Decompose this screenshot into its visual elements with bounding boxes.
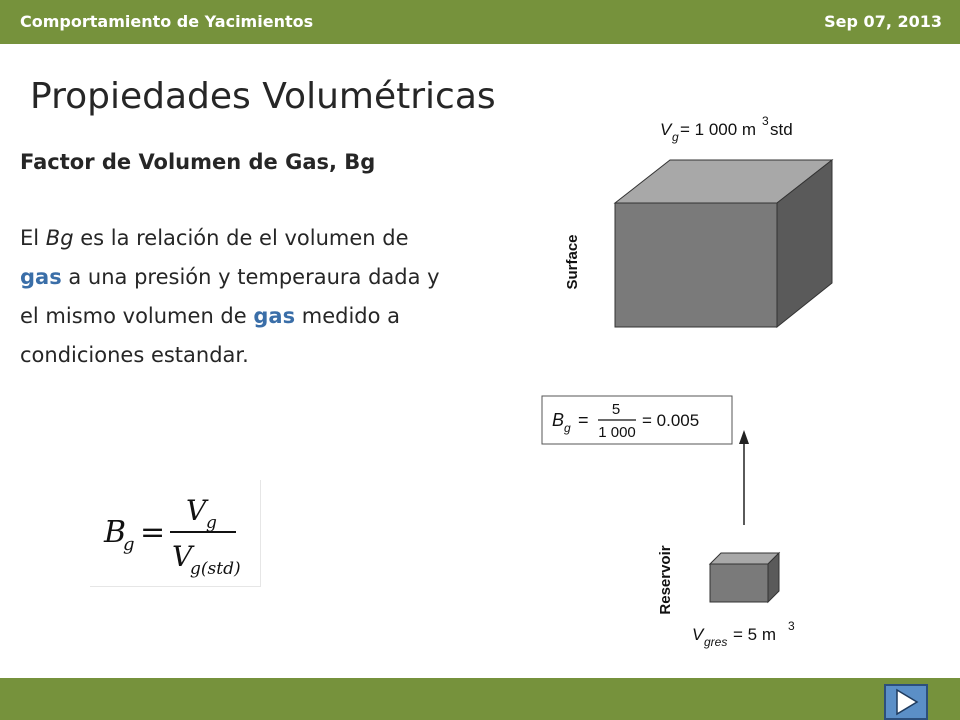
body-bg-term: Bg — [45, 226, 74, 250]
body-text-1: El — [20, 226, 46, 250]
gas-volume-diagram — [540, 110, 840, 670]
vg-top-sub: g — [672, 130, 679, 144]
vgres-sub: gres — [704, 635, 728, 649]
bg-box-lhs: B — [552, 410, 565, 430]
bg-box-equals: = — [578, 410, 589, 430]
body-text-3: a una presión y temperaura dada y el mismo volumen de — [20, 265, 440, 328]
vg-top-value: = 1 000 m — [680, 120, 757, 139]
body-text-2: es la relación de el volumen de — [73, 226, 409, 250]
reservoir-label: Reservoir — [657, 545, 674, 615]
bg-box-den: 1 000 — [598, 424, 636, 441]
footer-bar — [0, 678, 960, 720]
vg-top-sup: 3 — [762, 114, 769, 128]
vg-top-unit: std — [770, 120, 793, 139]
vgres-value: = 5 m — [733, 625, 776, 644]
up-arrow-icon — [739, 430, 749, 525]
body-gas-1: gas — [20, 265, 62, 289]
bg-formula — [90, 480, 261, 587]
vg-top-label: V — [660, 120, 672, 139]
body-gas-2: gas — [253, 304, 296, 328]
formula-lhs: B — [104, 515, 127, 550]
slide-title: Propiedades Volumétricas — [30, 76, 496, 117]
formula-den-sub: g(std) — [190, 559, 241, 579]
formula-num: V — [186, 494, 207, 527]
bg-box-lhs-sub: g — [564, 421, 571, 435]
bg-box-num: 5 — [611, 401, 621, 418]
formula-equals: = — [140, 515, 166, 550]
formula-num-sub: g — [206, 513, 217, 533]
formula-lhs-sub: g — [123, 534, 135, 555]
vgres-sup: 3 — [788, 619, 795, 633]
slide-date: Sep 07, 2013 — [824, 12, 942, 31]
body-text-4: medido a condiciones estandar. — [20, 304, 401, 367]
vgres-label: V — [692, 625, 704, 644]
body-paragraph — [20, 219, 440, 375]
surface-label: Surface — [564, 234, 581, 290]
formula-den: V — [172, 540, 193, 573]
surface-cube — [615, 160, 832, 327]
bg-result-box — [542, 396, 732, 444]
next-slide-button[interactable] — [884, 684, 928, 720]
slide-subtitle: Factor de Volumen de Gas, Bg — [20, 150, 376, 174]
bg-box-result: = 0.005 — [642, 411, 700, 430]
reservoir-cube — [710, 553, 779, 602]
next-arrow-icon — [886, 686, 926, 718]
header-bar — [0, 0, 960, 44]
course-title: Comportamiento de Yacimientos — [20, 12, 314, 31]
